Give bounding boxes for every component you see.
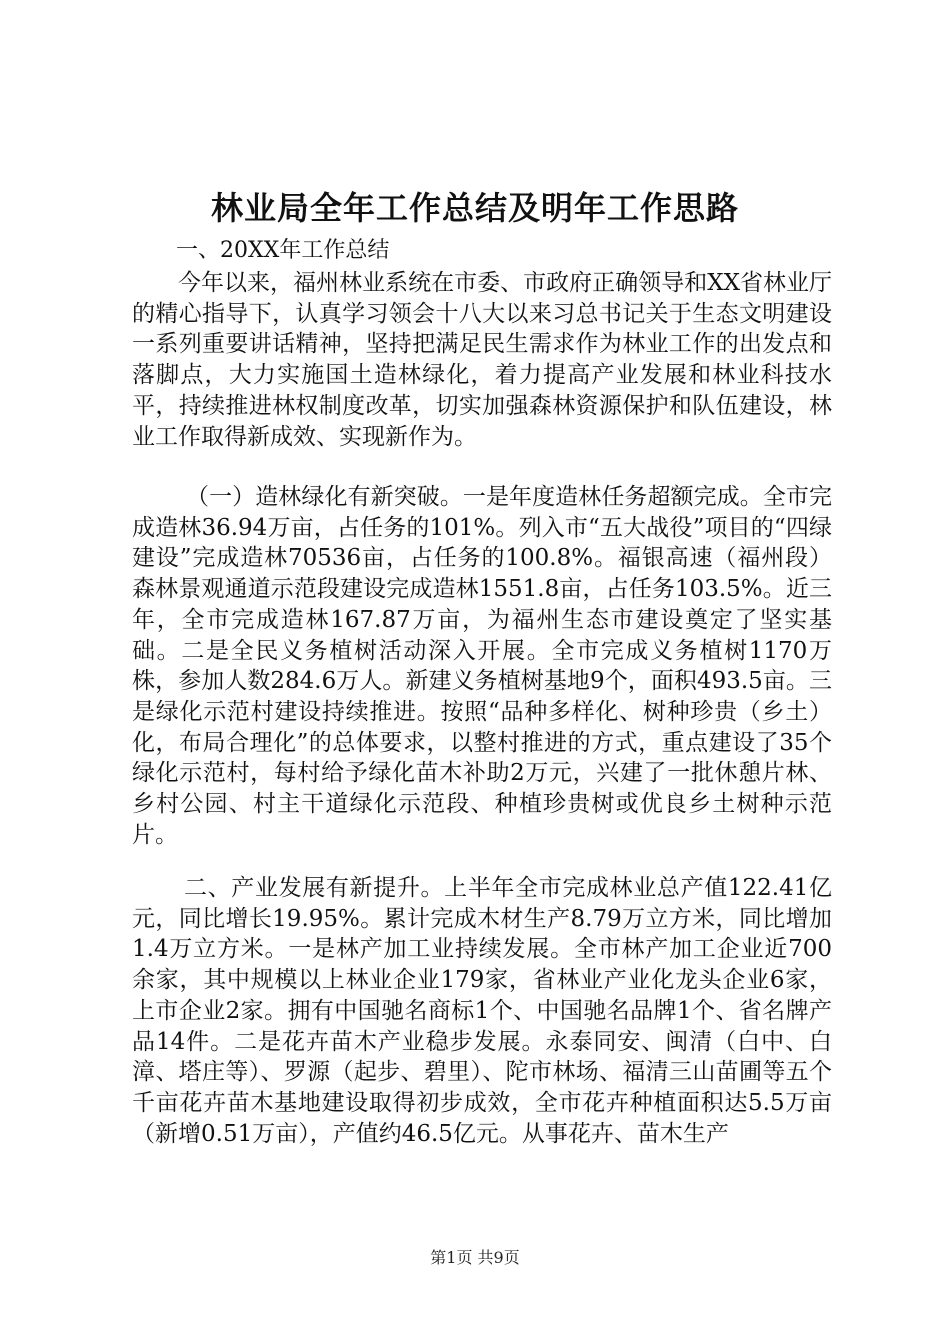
section-heading: 一、20XX年工作总结 xyxy=(176,238,390,263)
document-title: 林业局全年工作总结及明年工作思路 xyxy=(210,189,739,227)
paragraph-industry: 二、产业发展有新提升。上半年全市完成林业总产值122.41亿元，同比增长19.95%。累计完成木材生产8.79万立方米，同比增加1.4万立方米。一是林产加工业持续发展。全市林产加工企业近700余家，其中规模以上林业企业179家，省林业产业化龙头企业6家，上市企业2家。拥有中国驰名商标1个、中国驰名品牌1个、省名牌产品14件。二是花卉苗木产业稳步发展。永泰同安、闽清（白中、白漳、塔庄等）、罗源（起步、碧里）、陀市林场、福清三山苗圃等五个千亩花卉苗木基地建设取得初步成效，全市花卉种植面积达5.5万亩（新增0.51万亩），产值约46.5亿元。从事花卉、苗木生产 xyxy=(132,875,832,1147)
page-footer: 第1页 共9页 xyxy=(430,1248,520,1267)
paragraph-intro: 今年以来，福州林业系统在市委、市政府正确领导和XX省林业厅的精心指导下，认真学习领会十八大以来习总书记关于生态文明建设一系列重要讲话精神，坚持把满足民生需求作为林业工作的出发点和落脚点，大力实施国土造林绿化，着力提高产业发展和林业科技水平，持续推进林权制度改革，切实加强森林资源保护和队伍建设，林业工作取得新成效、实现新作为。 xyxy=(132,270,832,450)
paragraph-afforestation: （一）造林绿化有新突破。一是年度造林任务超额完成。全市完成造林36.94万亩，占任务的101%。列入市“五大战役”项目的“四绿建设”完成造林70536亩，占任务的100.8%。福银高速（福州段）森林景观通道示范段建设完成造林1551.8亩，占任务103.5%。近三年，全市完成造林167.87万亩，为福州生态市建设奠定了坚实基础。二是全民义务植树活动深入开展。全市完成义务植树1170万株，参加人数284.6万人。新建义务植树基地9个，面积493.5亩。三是绿化示范村建设持续推进。按照“品种多样化、树种珍贵（乡土）化，布局合理化”的总体要求，以整村推进的方式，重点建设了35个绿化示范村，每村给予绿化苗木补助2万元，兴建了一批休憩片林、乡村公园、村主干道绿化示范段、种植珍贵树或优良乡土树种示范片。 xyxy=(132,484,832,848)
